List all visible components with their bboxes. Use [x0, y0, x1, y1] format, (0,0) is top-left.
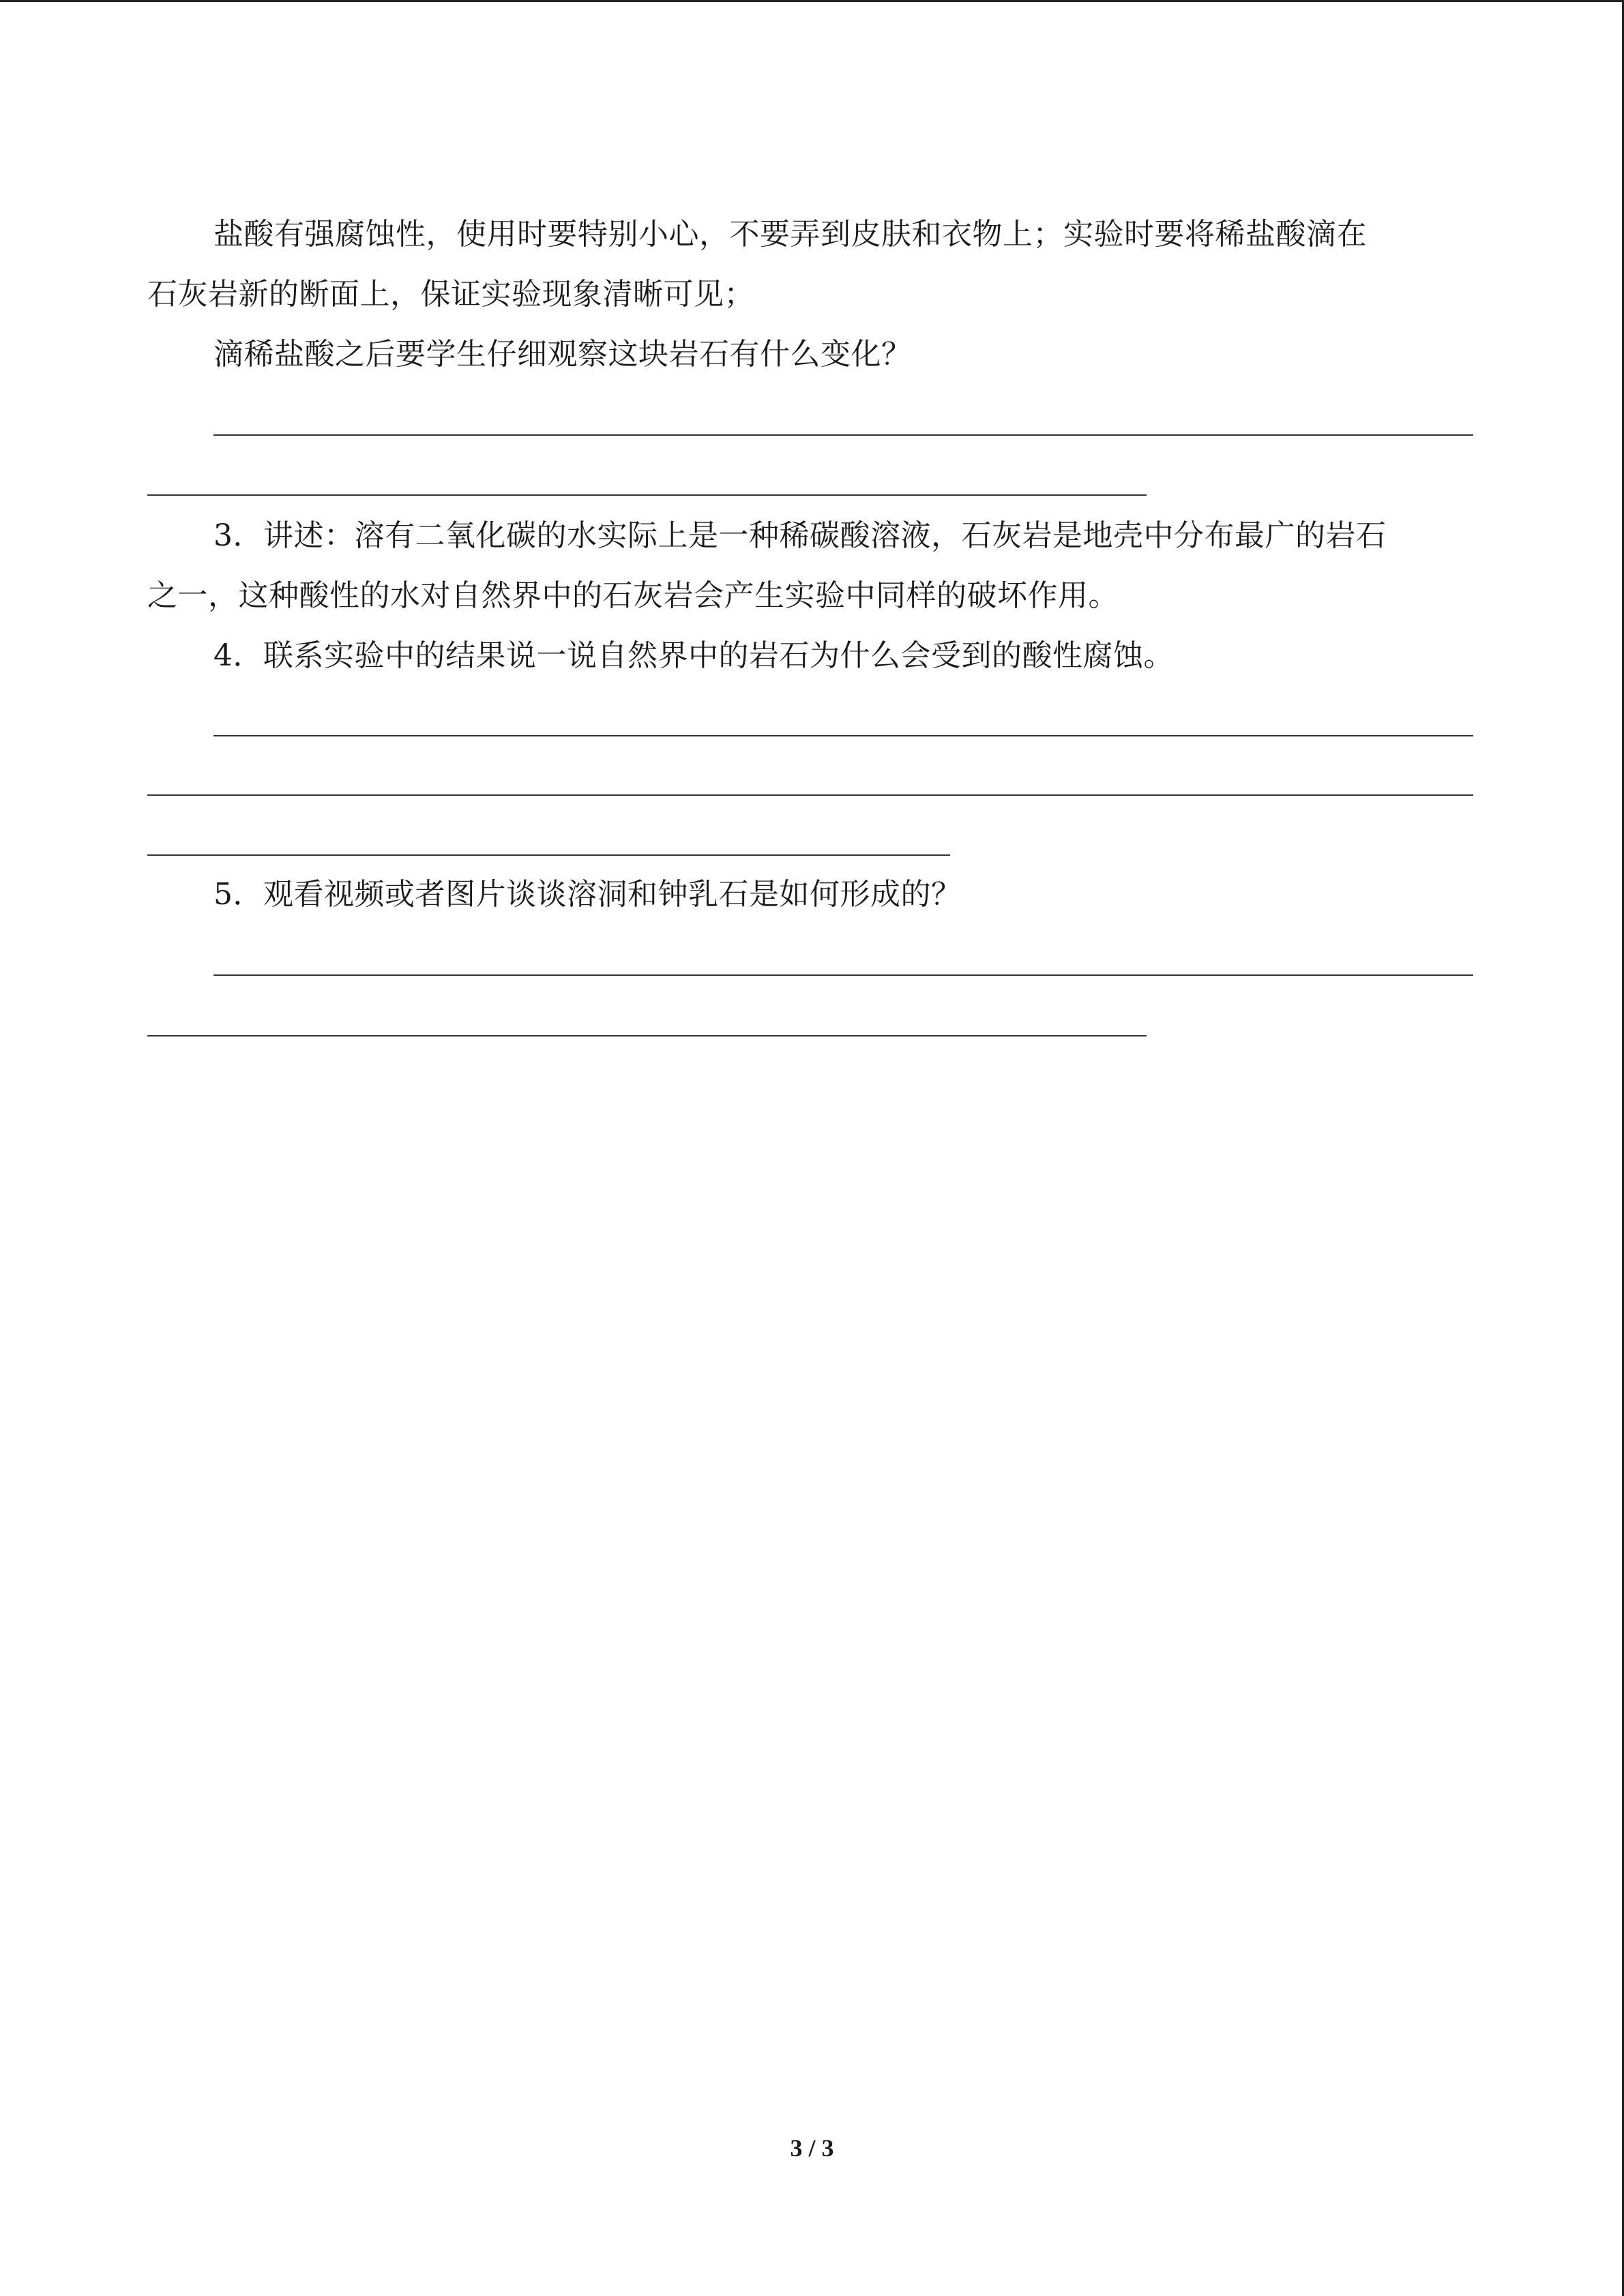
- question-4: 4．联系实验中的结果说一说自然界中的岩石为什么会受到的酸性腐蚀。: [213, 638, 1174, 673]
- question-3-line-2: 之一，这种酸性的水对自然界中的石灰岩会产生实验中同样的破坏作用。: [147, 578, 1119, 613]
- page-top-border: [0, 0, 1624, 2]
- question-3-line-1: 3．讲述：溶有二氧化碳的水实际上是一种稀碳酸溶液，石灰岩是地壳中分布最广的岩石: [213, 518, 1387, 553]
- answer-line[interactable]: [213, 735, 1473, 736]
- answer-line[interactable]: [147, 794, 1473, 796]
- answer-line[interactable]: [147, 1035, 1147, 1037]
- question-5: 5．观看视频或者图片谈谈溶洞和钟乳石是如何形成的？: [213, 877, 962, 912]
- answer-line[interactable]: [147, 854, 950, 856]
- paragraph-1-line-1: 盐酸有强腐蚀性，使用时要特别小心，不要弄到皮肤和衣物上；实验时要将稀盐酸滴在: [213, 217, 1367, 252]
- answer-line[interactable]: [147, 494, 1147, 496]
- answer-line[interactable]: [213, 974, 1473, 976]
- page-number: 3 / 3: [790, 2134, 834, 2162]
- paragraph-1-line-2: 石灰岩新的断面上，保证实验现象清晰可见；: [147, 277, 754, 312]
- answer-line[interactable]: [213, 434, 1473, 436]
- paragraph-2: 滴稀盐酸之后要学生仔细观察这块岩石有什么变化？: [213, 337, 912, 372]
